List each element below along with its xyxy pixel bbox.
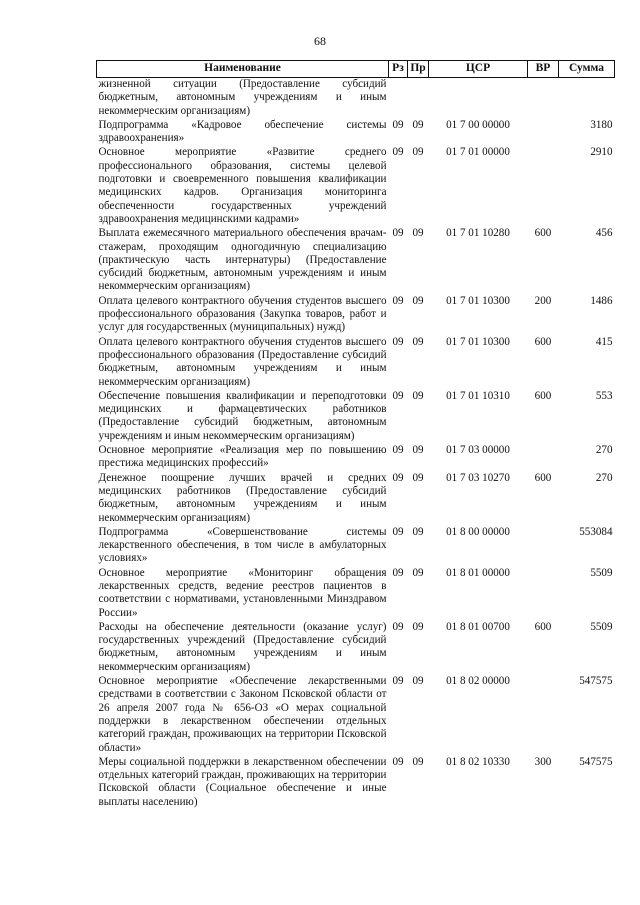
row-name: Расходы на обеспечение деятельности (оказание услуг) государственных учреждений (Предоставление субсидий бюджетным, автономным учреждениям и иным некоммерческим организациям)	[98, 620, 387, 673]
table-body	[97, 78, 615, 811]
table-row	[97, 444, 615, 472]
row-pr: 09	[412, 118, 424, 131]
header-pr: Пр	[408, 61, 429, 78]
row-pr: 09	[412, 335, 424, 348]
row-vr: 200	[534, 294, 552, 307]
row-sum: 456	[595, 227, 613, 240]
row-name: Подпрограмма «Кадровое обеспечение системы здравоохранения»	[98, 118, 387, 145]
row-csr: 01 7 01 10300	[446, 335, 510, 348]
header-row	[97, 61, 615, 78]
row-pr: 09	[412, 444, 424, 457]
row-sum: 553	[595, 389, 613, 402]
row-pr: 09	[412, 227, 424, 240]
page-number: 68	[314, 34, 326, 48]
row-csr: 01 7 00 00000	[446, 118, 510, 131]
row-name: Меры социальной поддержки в лекарственном обеспечении отдельных категорий граждан, проживающих на территории Псковской области (Социальное обеспечение и иные выплаты населению)	[98, 755, 387, 808]
row-csr: 01 7 01 00000	[446, 146, 510, 159]
budget-table	[96, 60, 615, 810]
table-row	[97, 756, 615, 810]
row-csr: 01 7 01 10300	[446, 294, 510, 307]
row-csr: 01 8 00 00000	[446, 525, 510, 538]
row-name: Оплата целевого контрактного обучения студентов высшего профессионального образования (Предоставление субсидий бюджетным, автономным учреждениям и иным некоммерческим организациям)	[98, 335, 387, 388]
row-pr: 09	[412, 471, 424, 484]
row-csr: 01 7 01 10310	[446, 389, 510, 402]
row-rz: 09	[392, 294, 404, 307]
row-vr: 600	[534, 335, 552, 348]
row-csr: 01 7 03 10270	[446, 471, 510, 484]
table-row	[97, 567, 615, 621]
table-row	[97, 119, 615, 147]
row-vr	[528, 146, 559, 227]
row-vr: 300	[534, 755, 552, 768]
table-row	[97, 78, 615, 119]
row-rz: 09	[392, 471, 404, 484]
row-rz: 09	[392, 118, 404, 131]
row-rz: 09	[392, 444, 404, 457]
row-sum: 547575	[579, 675, 613, 688]
row-vr	[528, 119, 559, 147]
table-row	[97, 336, 615, 390]
row-pr: 09	[412, 146, 424, 159]
row-vr	[528, 78, 559, 119]
table-row	[97, 526, 615, 567]
row-rz: 09	[392, 755, 404, 768]
row-pr: 09	[412, 294, 424, 307]
row-pr: 09	[412, 566, 424, 579]
row-sum: 547575	[579, 755, 613, 768]
row-vr	[528, 444, 559, 472]
row-csr: 01 7 01 10280	[446, 227, 510, 240]
row-vr	[528, 567, 559, 621]
table-row	[97, 472, 615, 526]
header-name: Наименование	[97, 61, 389, 78]
row-sum: 553084	[579, 525, 613, 538]
row-sum: 2910	[590, 146, 613, 159]
row-rz: 09	[392, 620, 404, 633]
row-csr: 01 8 01 00000	[446, 566, 510, 579]
row-name: Основное мероприятие «Развитие среднего профессионального образования, системы целевой подготовки и своевременного повышения квалификации медицинских кадров. Организация мониторинга обеспеченности государственных учреждений здравоохранения медицинскими кадрами»	[98, 146, 387, 225]
table-row	[97, 295, 615, 336]
row-vr	[528, 526, 559, 567]
row-rz: 09	[392, 389, 404, 402]
row-name: Выплата ежемесячного материального обеспечения врачам-стажерам, проходящим одногодичную специализацию (практическую часть интернатуры) (Предоставление субсидий бюджетным, автономным учреждениям и иным некоммерческим организациям)	[98, 227, 387, 293]
row-name: Оплата целевого контрактного обучения студентов высшего профессионального образования (Закупка товаров, работ и услуг для государственных (муниципальных) нужд)	[98, 294, 387, 334]
row-rz	[389, 78, 408, 119]
row-vr: 600	[534, 620, 552, 633]
table-row	[97, 146, 615, 227]
table-row	[97, 675, 615, 756]
row-name: Подпрограмма «Совершенствование системы лекарственного обеспечения, в том числе в амбулаторных условиях»	[98, 525, 387, 565]
row-name: Основное мероприятие «Реализация мер по повышению престижа медицинских профессий»	[98, 444, 387, 470]
header-vr: ВР	[528, 61, 559, 78]
header-csr: ЦСР	[429, 61, 528, 78]
row-name: Основное мероприятие «Обеспечение лекарственными средствами в соответствии с Законом Псковской области от 26 апреля 2007 года № 656-ОЗ «О мерах социальной поддержки в лекарственном обеспечении отдельных категорий граждан, проживающих на территории Псковской области»	[98, 675, 387, 754]
row-csr: 01 7 03 00000	[446, 444, 510, 457]
row-vr: 600	[534, 227, 552, 240]
row-vr: 600	[534, 389, 552, 402]
table-row	[97, 390, 615, 444]
row-rz: 09	[392, 227, 404, 240]
row-csr: 01 8 01 00700	[446, 620, 510, 633]
row-rz: 09	[392, 146, 404, 159]
row-csr: 01 8 02 10330	[446, 755, 510, 768]
row-rz: 09	[392, 675, 404, 688]
row-csr: 01 8 02 00000	[446, 675, 510, 688]
table-row	[97, 621, 615, 675]
row-rz: 09	[392, 566, 404, 579]
row-pr	[408, 78, 429, 119]
row-sum: 5509	[590, 566, 613, 579]
row-pr: 09	[412, 620, 424, 633]
header-rz: Рз	[389, 61, 408, 78]
row-name: Денежное поощрение лучших врачей и средних медицинских работников (Предоставление субсидий бюджетным, автономным учреждениям и иным некоммерческим организациям)	[98, 471, 387, 524]
row-rz: 09	[392, 525, 404, 538]
row-vr	[528, 675, 559, 756]
row-sum	[559, 78, 615, 119]
row-sum: 270	[595, 471, 613, 484]
row-sum: 3180	[590, 118, 613, 131]
table-row	[97, 227, 615, 294]
row-sum: 415	[595, 335, 613, 348]
row-pr: 09	[412, 525, 424, 538]
row-name: Обеспечение повышения квалификации и переподготовки медицинских и фармацевтических работников (Предоставление субсидий бюджетным, автономным учреждениям и иным некоммерческим организациям)	[98, 389, 387, 442]
row-name: Основное мероприятие «Мониторинг обращения лекарственных средств, ведение реестров пациентов в соответствии с нормативами, установленными Минздравом России»	[98, 566, 387, 619]
row-sum: 5509	[590, 620, 613, 633]
row-sum: 1486	[590, 294, 613, 307]
row-rz: 09	[392, 335, 404, 348]
row-pr: 09	[412, 755, 424, 768]
row-csr	[429, 78, 528, 119]
row-pr: 09	[412, 675, 424, 688]
row-vr: 600	[534, 471, 552, 484]
row-name: жизненной ситуации (Предоставление субсидий бюджетным, автономным учреждениям и иным некоммерческим организациям)	[98, 78, 387, 117]
row-pr: 09	[412, 389, 424, 402]
row-sum: 270	[595, 444, 613, 457]
table-header	[97, 61, 615, 78]
header-sum: Сумма	[559, 61, 615, 78]
